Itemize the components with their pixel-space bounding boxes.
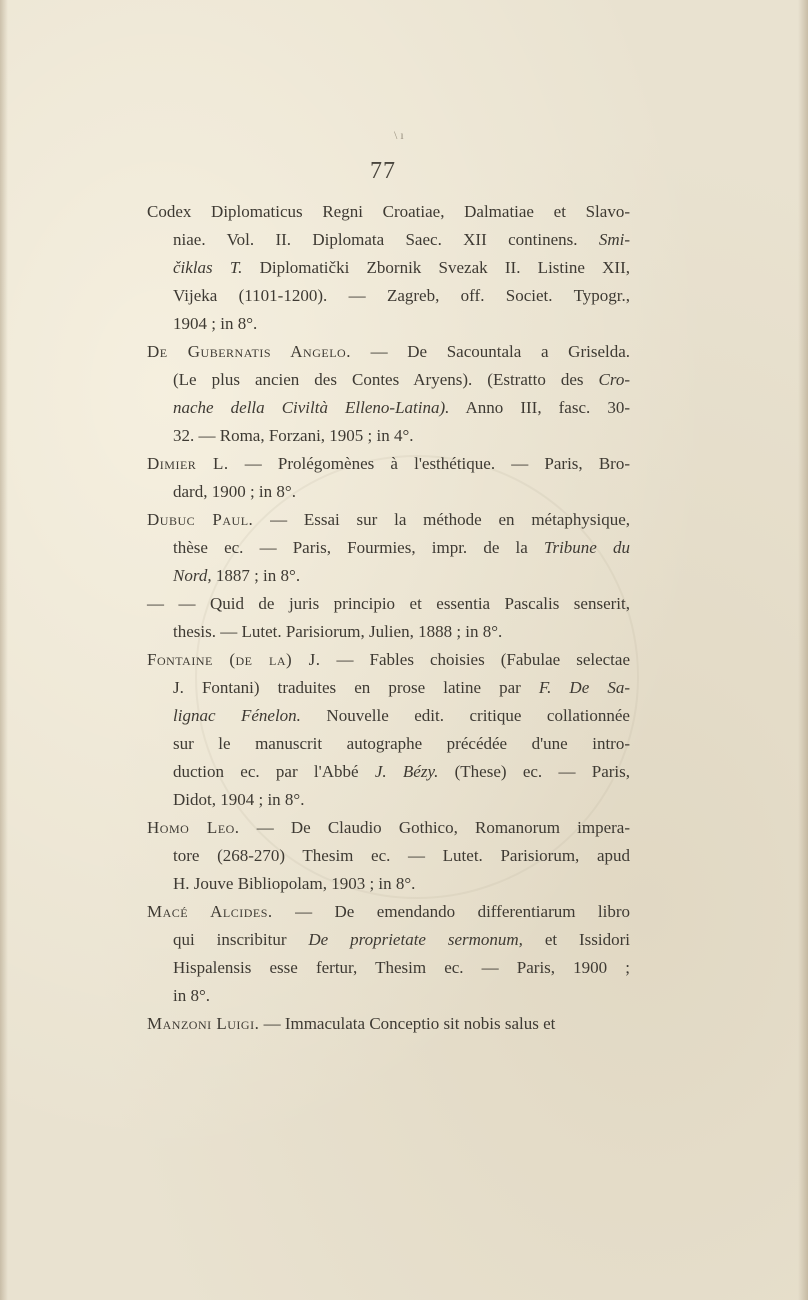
entry-text: 1904 ; in 8°.: [173, 314, 258, 333]
entry-line: [147, 366, 630, 394]
entry-line: [147, 282, 630, 310]
entry-text: et Issidori: [522, 930, 630, 949]
entry-text: Hispalensis esse fertur, Thesim ec. — Paris, 1900 ;: [173, 958, 630, 977]
entry-author: Fontaine (de la) J.: [147, 650, 321, 669]
page-number: 77: [370, 158, 396, 184]
entry-italic-text: J. Bézy.: [374, 762, 439, 781]
entry-line: [147, 674, 630, 702]
entry-text: — De emendando differentiarum libro: [272, 902, 630, 921]
entry-text: (These) ec. — Paris,: [438, 762, 630, 781]
entry-author: Macé Alcides.: [147, 902, 273, 921]
entry-text: — — Quid de juris principio et essentia Pascalis senserit,: [147, 594, 630, 613]
entry-text: 32. — Roma, Forzani, 1905 ; in 4°.: [173, 426, 414, 445]
entry-line: [147, 898, 630, 926]
entry-line: [147, 842, 630, 870]
entry-line: [147, 254, 630, 282]
entry-line: [147, 198, 630, 226]
entry-text: — De Sacountala a Griselda.: [350, 342, 631, 361]
bibliography-entry-fontaine: [147, 646, 630, 814]
entry-text: (Le plus ancien des Contes Aryens). (Estratto des: [173, 370, 599, 389]
entry-text: Diplomatički Zbornik Svezak II. Listine XII,: [242, 258, 630, 277]
entry-line: [147, 1010, 630, 1038]
entry-text: dard, 1900 ; in 8°.: [173, 482, 296, 501]
entry-line: [147, 534, 630, 562]
entry-line: [147, 646, 630, 674]
entry-line: [147, 226, 630, 254]
entry-text: qui inscribitur: [173, 930, 309, 949]
entry-text: — Essai sur la méthode en métaphysique,: [253, 510, 631, 529]
entry-line: [147, 758, 630, 786]
entry-text: 1887 ; in 8°.: [211, 566, 301, 585]
entry-line: [147, 422, 630, 450]
bibliography-entry-dimier: [147, 450, 630, 506]
entry-line: [147, 618, 630, 646]
entry-text: — Immaculata Conceptio sit nobis salus et: [259, 1014, 556, 1033]
entry-text: Codex Diplomaticus Regni Croatiae, Dalmatiae et Slavo-: [147, 202, 630, 221]
entry-text: — Fables choisies (Fabulae selectae: [320, 650, 630, 669]
bibliography-entry-codex: [147, 198, 630, 338]
entry-line: [147, 310, 630, 338]
entry-text: J. Fontani) traduites en prose latine par: [173, 678, 539, 697]
stamp-mark: \ ı: [394, 128, 404, 142]
entry-text: Didot, 1904 ; in 8°.: [173, 790, 305, 809]
bibliography-entry-mace: [147, 898, 630, 1010]
entry-line: [147, 394, 630, 422]
entry-line: [147, 338, 630, 366]
entry-line: [147, 982, 630, 1010]
bibliography-entry-de-gubernatis: [147, 338, 630, 450]
page-edge-left: [0, 0, 8, 1300]
entry-text: — Prolégomènes à l'esthétique. — Paris, Bro-: [228, 454, 630, 473]
entry-italic-text: De proprietate sermonum,: [308, 930, 523, 949]
entry-line: [147, 730, 630, 758]
entry-line: [147, 702, 630, 730]
bibliography-entry-dubuc-2: [147, 590, 630, 646]
entry-text: sur le manuscrit autographe précédée d'une intro-: [173, 734, 630, 753]
entry-line: [147, 562, 630, 590]
entry-line: [147, 506, 630, 534]
entry-author: Dubuc Paul.: [147, 510, 254, 529]
entry-line: [147, 926, 630, 954]
entry-text: — De Claudio Gothico, Romanorum impera-: [239, 818, 630, 837]
entry-author: Dimier L.: [147, 454, 229, 473]
entry-line: [147, 954, 630, 982]
entry-text: duction ec. par l'Abbé: [173, 762, 375, 781]
entry-line: [147, 590, 630, 618]
entry-text: Vijeka (1101-1200). — Zagreb, off. Societ. Typogr.,: [173, 286, 630, 305]
entry-italic-text: čiklas T.: [173, 258, 243, 277]
entry-author: De Gubernatis Angelo.: [147, 342, 351, 361]
entry-line: [147, 478, 630, 506]
bibliography-list: [147, 198, 630, 1038]
bibliography-entry-dubuc-1: [147, 506, 630, 590]
entry-italic-text: nache della Civiltà Elleno-Latina).: [173, 398, 450, 417]
entry-text: H. Jouve Bibliopolam, 1903 ; in 8°.: [173, 874, 416, 893]
entry-line: [147, 870, 630, 898]
entry-italic-text: Cro-: [598, 370, 630, 389]
entry-line: [147, 450, 630, 478]
entry-italic-text: lignac Fénelon.: [173, 706, 301, 725]
bibliography-entry-homo: [147, 814, 630, 898]
entry-line: [147, 814, 630, 842]
entry-author: Homo Leo.: [147, 818, 240, 837]
entry-author: Manzoni Luigi.: [147, 1014, 260, 1033]
entry-text: niae. Vol. II. Diplomata Saec. XII continens.: [173, 230, 599, 249]
entry-text: thesis. — Lutet. Parisiorum, Julien, 1888 ; in 8°.: [173, 622, 503, 641]
page-edge-right: [798, 0, 808, 1300]
entry-text: Anno III, fasc. 30-: [449, 398, 630, 417]
bibliography-entry-manzoni: [147, 1010, 630, 1038]
entry-line: [147, 786, 630, 814]
entry-italic-text: Tribune du: [543, 538, 630, 557]
entry-italic-text: F. De Sa-: [538, 678, 630, 697]
entry-text: thèse ec. — Paris, Fourmies, impr. de la: [173, 538, 544, 557]
entry-text: in 8°.: [173, 986, 211, 1005]
entry-italic-text: Smi-: [598, 230, 630, 249]
entry-text: tore (268-270) Thesim ec. — Lutet. Parisiorum, apud: [173, 846, 630, 865]
entry-text: Nouvelle edit. critique collationnée: [300, 706, 630, 725]
entry-italic-text: Nord,: [173, 566, 212, 585]
